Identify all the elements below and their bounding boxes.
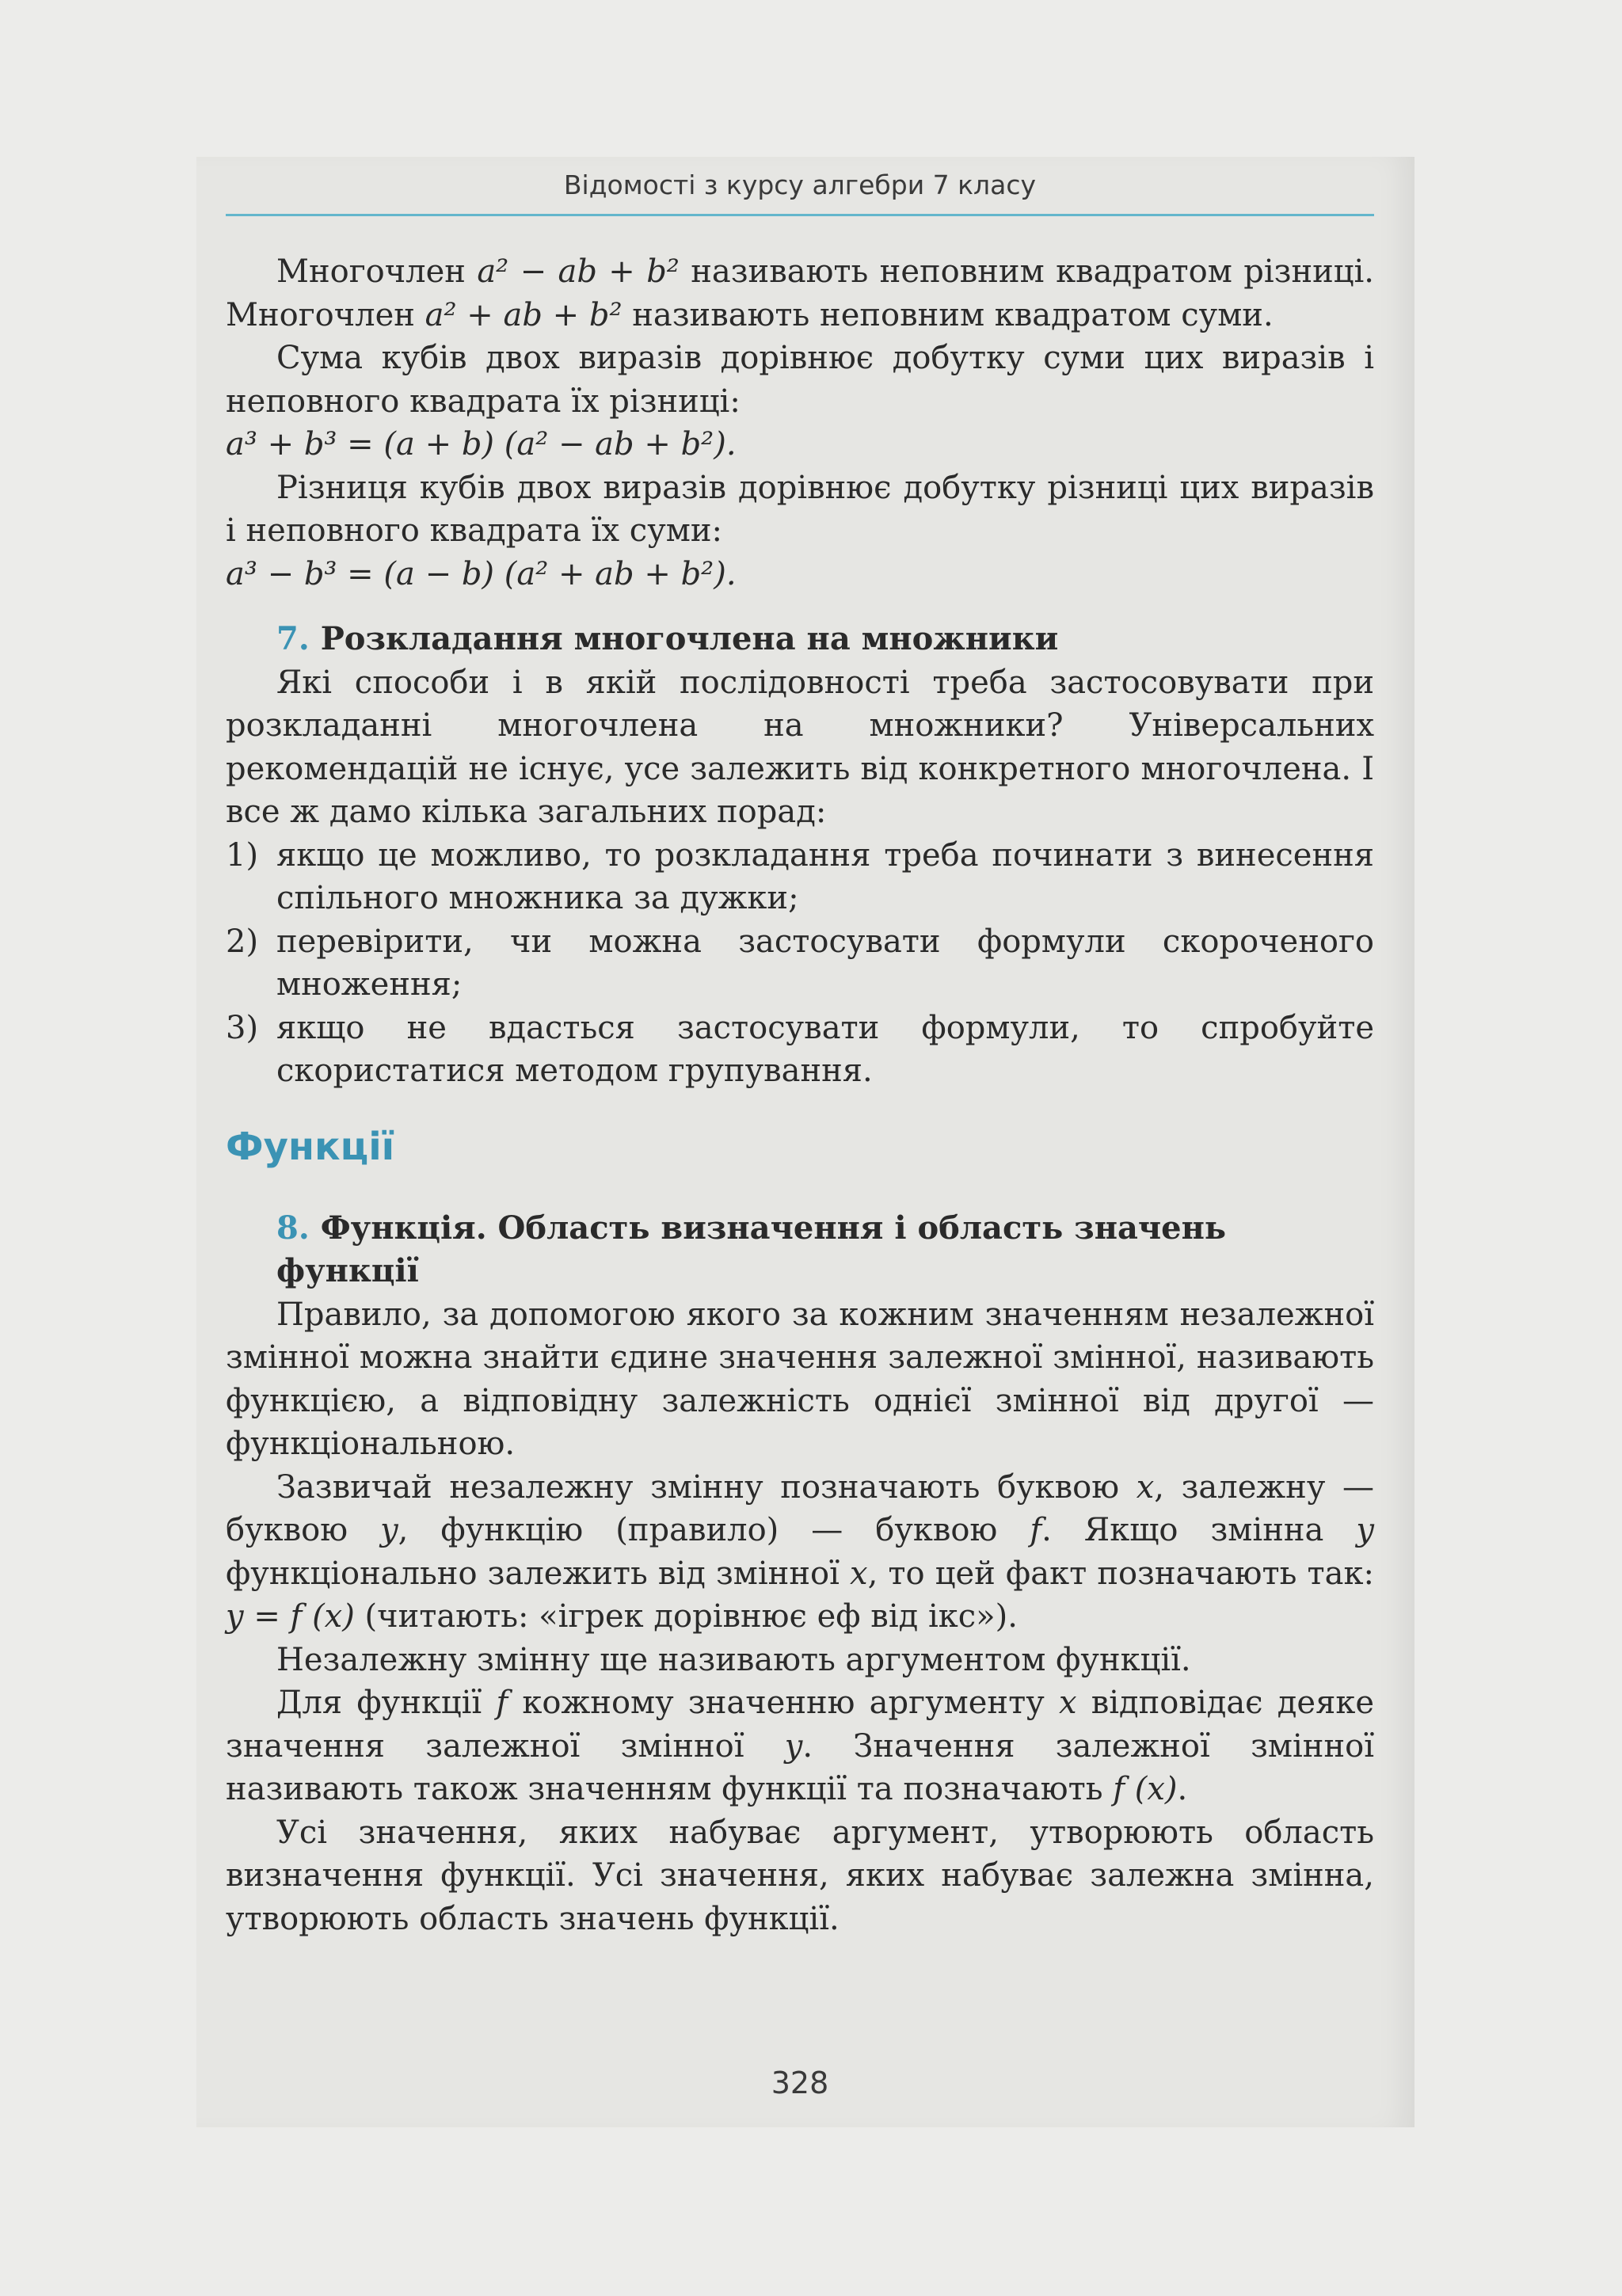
formula-inline: a² + ab + b² [425,296,623,333]
list-item: 1) якщо це можливо, то розкладання треба починати з винесення спільного множника за дужки; [226,836,1374,916]
formula-inline: y = f (x) [226,1598,355,1635]
paragraph-notation: Зазвичай незалежну змінну позначають буквою x, залежну — буквою y, функцію (правило) — буквою f. Якщо змінна y функціонально залежить від змінної x, то цей факт позначають так: y = f (x) (читають: «ігрек дорівнює еф від ікс»). [226,1468,1375,1635]
list-item: 3) якщо не вдасться застосувати формули, то спробуйте скористатися методом групування. [226,1009,1374,1089]
functions-heading: Функції [226,1124,395,1169]
formula-inline: f (x) [1113,1771,1178,1807]
paragraph-factoring-intro: Які способи і в якій послідовності треба застосовувати при розкладанні многочлена на множники? Універсальних рекомендацій не існує, усе залежить від конкретного многочлена. І все ж дамо кілька загальних порад: [226,664,1374,830]
page-content [226,250,1374,1940]
paragraph-function-value: Для функції f кожному значенню аргументу x відповідає деяке значення залежної змінної y. Значення залежної змінної називають також значенням функції та позначають f (x). [226,1685,1374,1807]
paragraph-sum-of-cubes: Сума кубів двох виразів дорівнює добутку суми цих виразів і неповного квадрата їх різниці: [226,340,1374,420]
formula-inline: a² − ab + b² [477,253,680,290]
header-rule [226,214,1374,216]
formula-difference-of-cubes: a³ − b³ = (a − b) (a² + ab + b²). [226,555,737,592]
paragraph-function-definition: Правило, за допомогою якого за кожним значенням незалежної змінної можна знайти єдине значення залежної змінної, називають функцією, а відповідну залежність однієї змінної від другої — функціональною. [226,1296,1374,1462]
paragraph-difference-of-cubes: Різниця кубів двох виразів дорівнює добутку різниці цих виразів і неповного квадрата їх суми: [226,469,1374,549]
running-header: Відомості з курсу алгебри 7 класу [563,169,1037,200]
paragraph-domain-range: Усі значення, яких набуває аргумент, утворюють область визначення функції. Усі значення, яких набуває залежна змінна, утворюють область значень функції. [226,1814,1374,1937]
list-item: 2) перевірити, чи можна застосувати формули скороченого множення; [226,923,1374,1003]
paragraph-argument: Незалежну змінну ще називають аргументом функції. [276,1641,1191,1678]
section-8-heading: 8. Функція. Область визначення і область значень функції [276,1209,1227,1289]
section-7-heading: 7. Розкладання многочлена на множники [276,620,1059,657]
page-number: 328 [771,2066,829,2100]
paragraph-incomplete-squares: Многочлен a² − ab + b² називають неповним квадратом різниці. Многочлен a² + ab + b² називають неповним квадратом суми. [226,253,1375,333]
formula-sum-of-cubes: a³ + b³ = (a + b) (a² − ab + b²). [226,426,737,463]
section-number: 7. [276,620,310,657]
section-number: 8. [276,1209,310,1247]
